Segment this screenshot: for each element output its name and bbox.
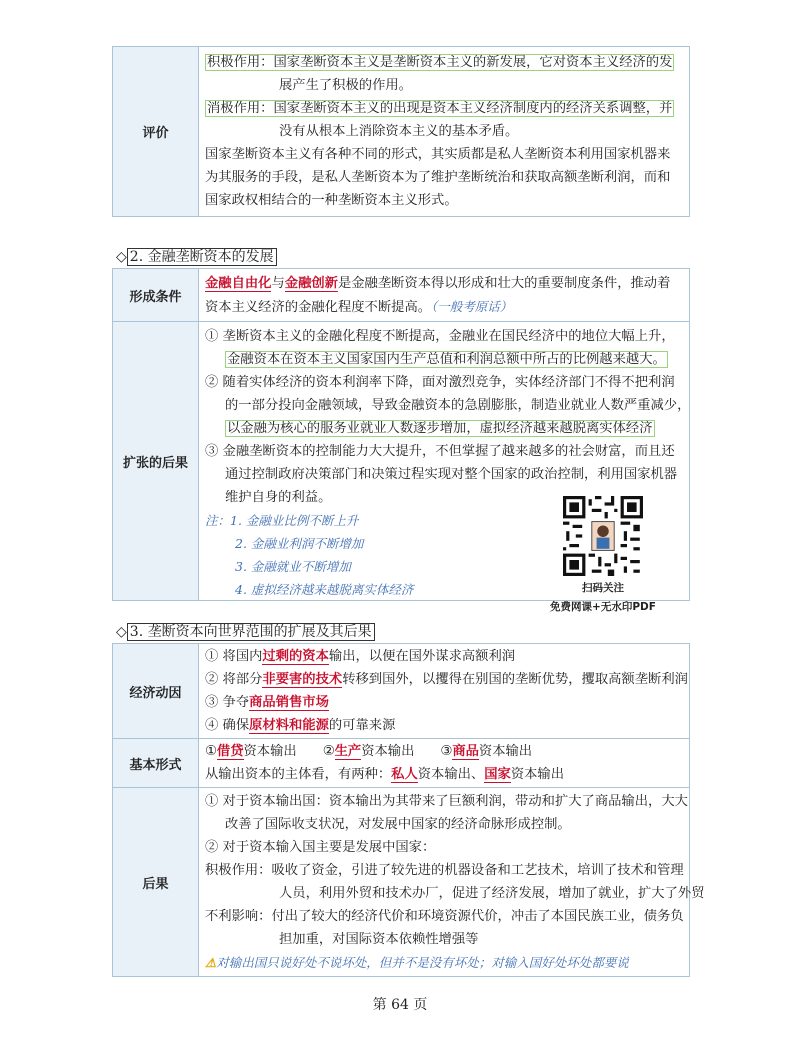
forms-row: [113, 738, 689, 787]
consequence-line5: 人员，利用外贸和技术办厂，促进了经济发展，增加了就业，扩大了外贸: [279, 886, 705, 901]
exam-note: （一般考原话）: [431, 299, 513, 314]
forms-line2: 从输出资本的主体看，有两种：私人资本输出、国家资本输出: [205, 767, 565, 782]
qr-caption-2: 免费网课+无水印PDF: [550, 601, 656, 613]
expansion-line6: ③ 金融垄断资本的控制能力大大提升，不但掌握了越来越多的社会财富，而且还: [205, 444, 675, 459]
positive-effect-line2: 展产生了积极的作用。: [279, 78, 412, 93]
expansion-line1: ① 垄断资本主义的金融化程度不断提高，金融业在国民经济中的地位大幅上升，: [205, 329, 675, 344]
qr-code-block[interactable]: [548, 496, 658, 614]
qr-code-icon[interactable]: [563, 496, 643, 576]
financial-innovation: 金融创新: [284, 276, 338, 291]
consequence-line1: ① 对于资本输出国：资本输出为其带来了巨额利润，带动和扩大了商品输出，大大: [205, 794, 688, 809]
expansion-line3: ② 随着实体经济的资本利润率下降，面对激烈竞争，实体经济部门不得不把利润: [205, 375, 675, 390]
consequence-line3: ② 对于资本输入国主要是发展中国家：: [205, 840, 436, 855]
consequence-label: 后果: [113, 788, 199, 976]
section2-heading: ◇ 2. 金融垄断资本的发展: [116, 246, 277, 266]
motive-item-2: ② 将部分非要害的技术转移到国外，以攫得在别国的垄断优势，攫取高额垄断利润: [205, 672, 688, 687]
evaluation-table: [112, 46, 690, 217]
consequence-line7: 担加重，对国际资本依赖性增强等: [279, 932, 479, 947]
note-1: 注：1. 金融业比例不断上升: [205, 513, 359, 528]
motive-item-1: ① 将国内过剩的资本输出，以便在国外谋求高额利润: [205, 649, 516, 664]
negative-effect-line2: 没有从根本上消除资本主义的基本矛盾。: [279, 124, 519, 139]
negative-effect-line1: 消极作用：国家垄断资本主义的出现是资本主义经济制度内的经济关系调整，并: [207, 101, 673, 116]
motive-label: 经济动因: [113, 644, 199, 738]
note-3: 3. 金融就业不断增加: [235, 559, 351, 574]
capital-export-table: [112, 643, 705, 977]
consequence-note: ⚠对输出国只说好处不说坏处，但并不是没有坏处；对输入国好处坏处都要说: [205, 955, 629, 970]
essence-line1: 国家垄断资本主义有各种不同的形式，其实质都是私人垄断资本利用国家机器来: [205, 147, 671, 162]
warning-icon: ⚠: [205, 955, 217, 970]
section3-heading: ◇ 3. 垄断资本向世界范围的扩展及其后果: [116, 621, 375, 641]
formation-label: 形成条件: [113, 269, 199, 321]
forms-line1: ①借贷资本输出 ②生产资本输出 ③商品资本输出: [205, 744, 533, 759]
expansion-line5: 以金融为核心的服务业就业人数逐步增加，虚拟经济越来越脱离实体经济: [227, 421, 653, 436]
expansion-line2: 金融资本在资本主义国家国内生产总值和利润总额中所占的比例越来越大。: [227, 352, 666, 367]
note-4: 4. 虚拟经济越来越脱离实体经济: [235, 582, 414, 597]
essence-line3: 国家政权相结合的一种垄断资本主义形式。: [205, 193, 458, 208]
consequence-line6: 不利影响：付出了较大的经济代价和环境资源代价，冲击了本国民族工业，债务负: [205, 909, 684, 924]
consequence-line4: 积极作用：吸收了资金，引进了较先进的机器设备和工艺技术，培训了技术和管理: [205, 863, 684, 878]
page-number: 第 64 页: [372, 997, 428, 1013]
motive-item-3: ③ 争夺商品销售市场: [205, 695, 329, 710]
expansion-line4: 的一部分投向金融领域，导致金融资本的急剧膨胀，制造业就业人数严重减少，: [225, 398, 691, 413]
note-2: 2. 金融业利润不断增加: [235, 536, 364, 551]
essence-line2: 为其服务的手段，是私人垄断资本为了维护垄断统治和获取高额垄断利润，而和: [205, 170, 671, 185]
consequence-row: [113, 787, 705, 976]
financial-liberalization: 金融自由化: [205, 276, 272, 291]
consequence-line2: 改善了国际收支状况，对发展中国家的经济命脉形成控制。: [225, 817, 571, 832]
expansion-line8: 维护自身的利益。: [225, 490, 332, 505]
forms-label: 基本形式: [113, 739, 199, 787]
positive-effect-line1: 积极作用：国家垄断资本主义是垄断资本主义的新发展，它对资本主义经济的发: [207, 55, 673, 70]
expansion-line7: 通过控制政府决策部门和决策过程实现对整个国家的政治控制，利用国家机器: [225, 467, 678, 482]
evaluation-row: [113, 47, 689, 216]
motive-row: [113, 644, 689, 738]
formation-row: 形成条件 金融自由化与金融创新是金融垄断资本得以形成和壮大的重要制度条件，推动着 资本主义经济的金融化程度不断提高。（一般考原话）: [113, 269, 689, 321]
evaluation-label: 评价: [113, 47, 199, 216]
motive-item-4: ④ 确保原材料和能源的可靠来源: [205, 718, 396, 733]
expansion-label: 扩张的后果: [113, 322, 199, 600]
qr-caption-1: 扫码关注: [582, 582, 624, 594]
